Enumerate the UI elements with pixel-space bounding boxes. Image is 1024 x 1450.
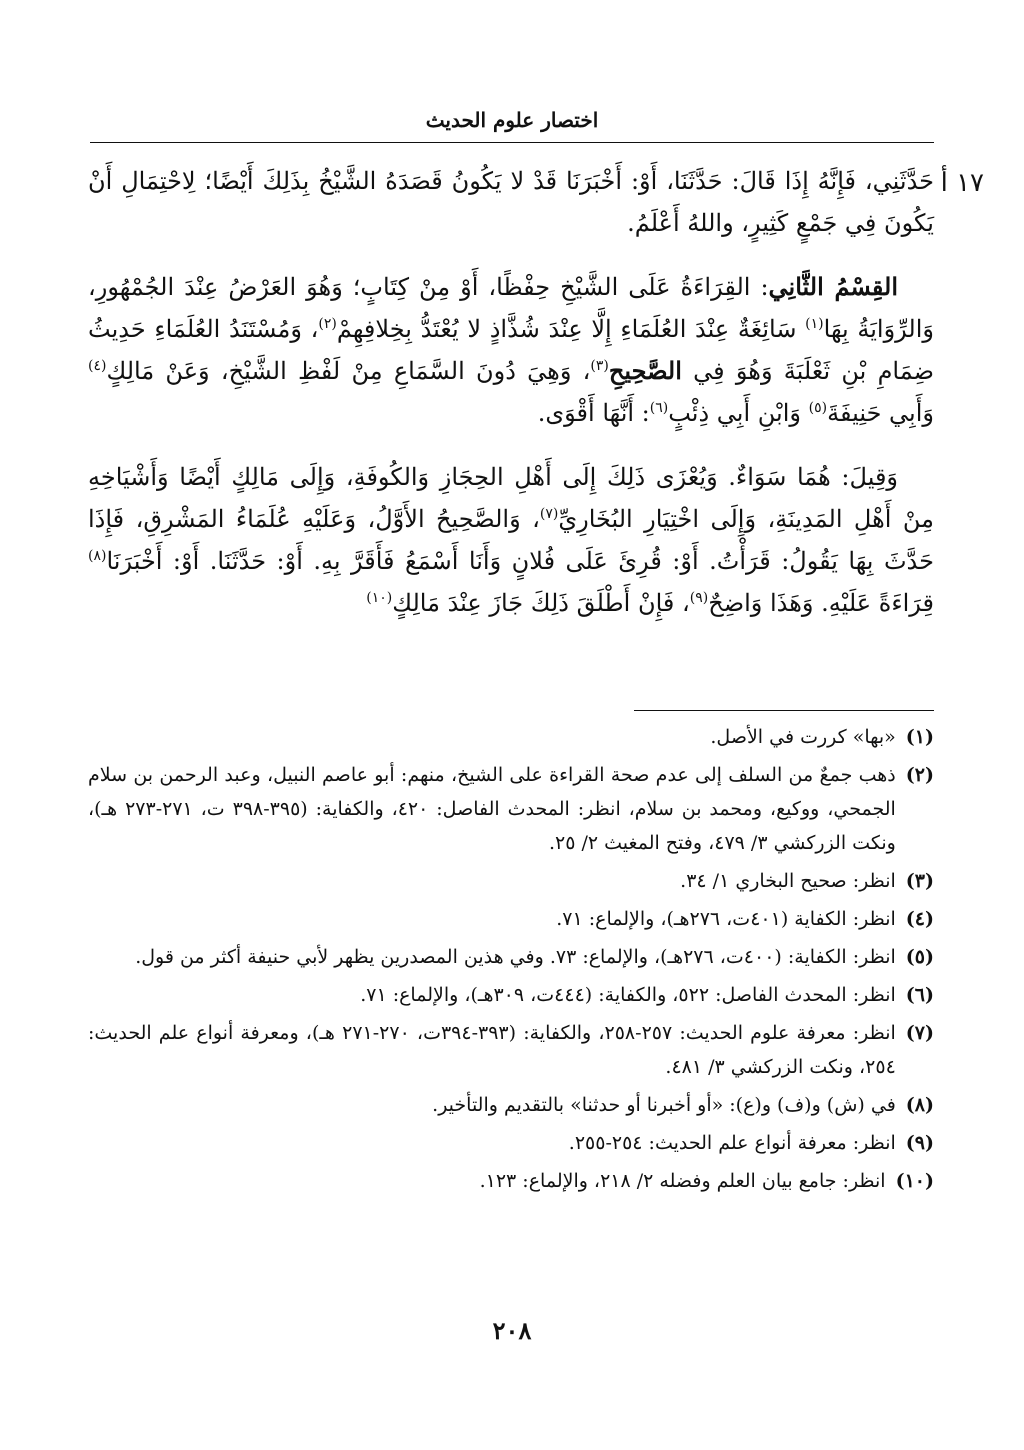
paragraph-1: حَدَّثَنِي، فَإِنَّهُ إِذَا قَالَ: حَدَّثَنَا، أَوْ: أَخْبَرَنَا قَدْ لا يَكُونُ قَصَدَهُ الشَّيْخُ بِذَلِكَ أَيْضًا؛ لِاحْتِمَالِ أَنْ يَكُونَ فِي جَمْعٍ كَثِيرٍ، واللهُ أَعْلَمُ.	[88, 167, 934, 237]
footnote-number: (٣)	[905, 870, 934, 892]
text-run: وَأَبِي حَنِيفَةَ	[827, 399, 934, 427]
footnote-ref-10[interactable]: (١٠)	[366, 590, 393, 606]
footnote-ref-6[interactable]: (٦)	[649, 400, 669, 416]
text-run: : أَنَّهَا أَقْوَى.	[537, 399, 650, 427]
footnote-ref-4[interactable]: (٤)	[88, 358, 107, 374]
text-run: ، وَالصَّحِيحُ الأَوَّلُ، وَعَلَيْهِ عُلَمَاءُ المَشْرِقِ، فَإِذَا حَدَّثَ بِهَا يَقُولُ: قَرَأْتُ. أَوْ: قُرِئَ عَلَى فُلانٍ وَأَنَا أَسْمَعُ فَأَقَرَّ بِهِ. أَوْ: حَدَّثَنَا. أَوْ: أَخْبَرَنَا	[88, 505, 934, 575]
text-run: : القِرَاءَةُ عَلَى الشَّيْخِ حِفْظًا، أَوْ مِنْ كِتَابٍ؛ وَهُوَ العَرْضُ عِنْدَ الجُمْهُورِ، وَالرِّوَايَةُ بِهَا	[88, 273, 934, 343]
footnote-number: (٩)	[905, 1132, 934, 1154]
footnote-ref-9[interactable]: (٩)	[689, 590, 709, 606]
main-text	[88, 160, 934, 646]
footnote-item	[88, 978, 934, 1012]
footnote-ref-8[interactable]: (٨)	[88, 548, 107, 564]
footnote-number: (١٠)	[895, 1170, 934, 1192]
footnote-item	[88, 720, 934, 754]
footnote-number: (٨)	[905, 1094, 934, 1116]
footnote-number: (٤)	[905, 908, 934, 930]
footnote-item	[88, 1016, 934, 1084]
footnote-text: ذهب جمعٌ من السلف إلى عدم صحة القراءة على الشيخ، منهم: أبو عاصم النبيل، وعبد الرحمن بن سلام الجمحي، ووكيع، ومحمد بن سلام، انظر: المحدث الفاصل: ٤٢٠، والكفاية: (٣٩٥-٣٩٨ ت، ٢٧١-٢٧٣ هـ)، ونكت الزركشي ٣/ ٤٧٩، وفتح المغيث ٢/ ٢٥.	[88, 764, 896, 854]
text-run: قِرَاءَةً عَلَيْهِ. وَهَذَا وَاضِحٌ	[708, 589, 934, 617]
text-run: سَائِغَةٌ عِنْدَ العُلَمَاءِ إِلَّا عِنْدَ شُذَّاذٍ لا يُعْتَدُّ بِخِلافِهِمْ	[336, 315, 806, 343]
footnote-number: (٥)	[905, 946, 934, 968]
footnote-item	[88, 1164, 934, 1198]
footnote-text: «بها» كررت في الأصل.	[710, 726, 896, 748]
footnote-text: انظر: معرفة علوم الحديث: ٢٥٧-٢٥٨، والكفاية: (٣٩٣-٣٩٤ت، ٢٧٠-٢٧١ هـ)، ومعرفة أنواع علم الحديث: ٢٥٤، ونكت الزركشي ٣/ ٤٨١.	[88, 1022, 896, 1078]
footnote-number: (٦)	[905, 984, 934, 1006]
footnote-item	[88, 864, 934, 898]
footnote-item	[88, 1126, 934, 1160]
footnote-ref-7[interactable]: (٧)	[539, 506, 559, 522]
footnote-number: (٢)	[905, 764, 934, 786]
bold-term-sahih: الصَّحِيحِ	[608, 356, 682, 385]
footnote-number: (٧)	[905, 1022, 934, 1044]
footnote-text: انظر: صحيح البخاري ١/ ٣٤.	[680, 870, 896, 892]
running-header: اختصار علوم الحديث	[425, 108, 599, 132]
manuscript-folio-marker: ١٧ أ	[940, 168, 984, 198]
footnote-item	[88, 940, 934, 974]
footnote-text: في (ش) و(ف) و(ع): «أو أخبرنا أو حدثنا» بالتقديم والتأخير.	[432, 1094, 896, 1116]
text-run: وَابْنِ أَبِي ذِئْبٍ	[668, 399, 809, 427]
text-run: ، وَهِيَ دُونَ السَّمَاعِ مِنْ لَفْظِ الشَّيْخِ، وَعَنْ مَالِكٍ	[106, 357, 591, 385]
footnote-ref-5[interactable]: (٥)	[808, 400, 828, 416]
footnote-text: انظر: الكفاية (٤٠١ت، ٢٧٦هـ)، والإلماع: ٧١.	[556, 908, 896, 930]
header-rule	[90, 142, 934, 143]
footnote-item	[88, 902, 934, 936]
page-number: ٢٠٨	[492, 1316, 532, 1345]
footnote-text: انظر: المحدث الفاصل: ٥٢٢، والكفاية: (٤٤٤ت، ٣٠٩هـ)، والإلماع: ٧١.	[360, 984, 896, 1006]
footnote-text: انظر: جامع بيان العلم وفضله ٢/ ٢١٨، والإلماع: ١٢٣.	[479, 1170, 886, 1192]
section-title: القِسْمُ الثَّانِي	[768, 272, 898, 301]
paragraph-2	[88, 266, 934, 434]
footnote-ref-1[interactable]: (١)	[805, 316, 824, 332]
footnote-item	[88, 1088, 934, 1122]
footnote-text: انظر: معرفة أنواع علم الحديث: ٢٥٤-٢٥٥.	[568, 1132, 896, 1154]
footnote-text: انظر: الكفاية: (٤٠٠ت، ٢٧٦هـ)، والإلماع: ٧٣. وفي هذين المصدرين يظهر لأبي حنيفة أكثر من قول.	[135, 946, 896, 968]
footnote-ref-3[interactable]: (٣)	[590, 358, 609, 374]
footnote-separator	[634, 710, 934, 711]
paragraph-3	[88, 456, 934, 624]
footnote-item	[88, 758, 934, 860]
text-run: ، وَمُسْتَنَدُ العُلَمَاءِ حَدِيثُ ضِمَامِ بْنِ ثَعْلَبَةَ وَهُوَ فِي	[88, 315, 934, 385]
text-run: ، فَإِنْ أَطْلَقَ ذَلِكَ جَازَ عِنْدَ مَالِكٍ	[392, 589, 690, 617]
footnote-ref-2[interactable]: (٢)	[318, 316, 337, 332]
text-run: وَقِيلَ: هُمَا سَوَاءٌ. وَيُعْزَى ذَلِكَ إِلَى أَهْلِ الحِجَازِ وَالكُوفَةِ، وَإِلَى مَالِكٍ أَيْضًا وَأَشْيَاخِهِ مِنْ أَهْلِ المَدِينَةِ، وَإِلَى اخْتِيَارِ البُخَارِيِّ	[88, 463, 934, 533]
footnotes	[88, 720, 934, 1202]
footnote-number: (١)	[905, 726, 934, 748]
